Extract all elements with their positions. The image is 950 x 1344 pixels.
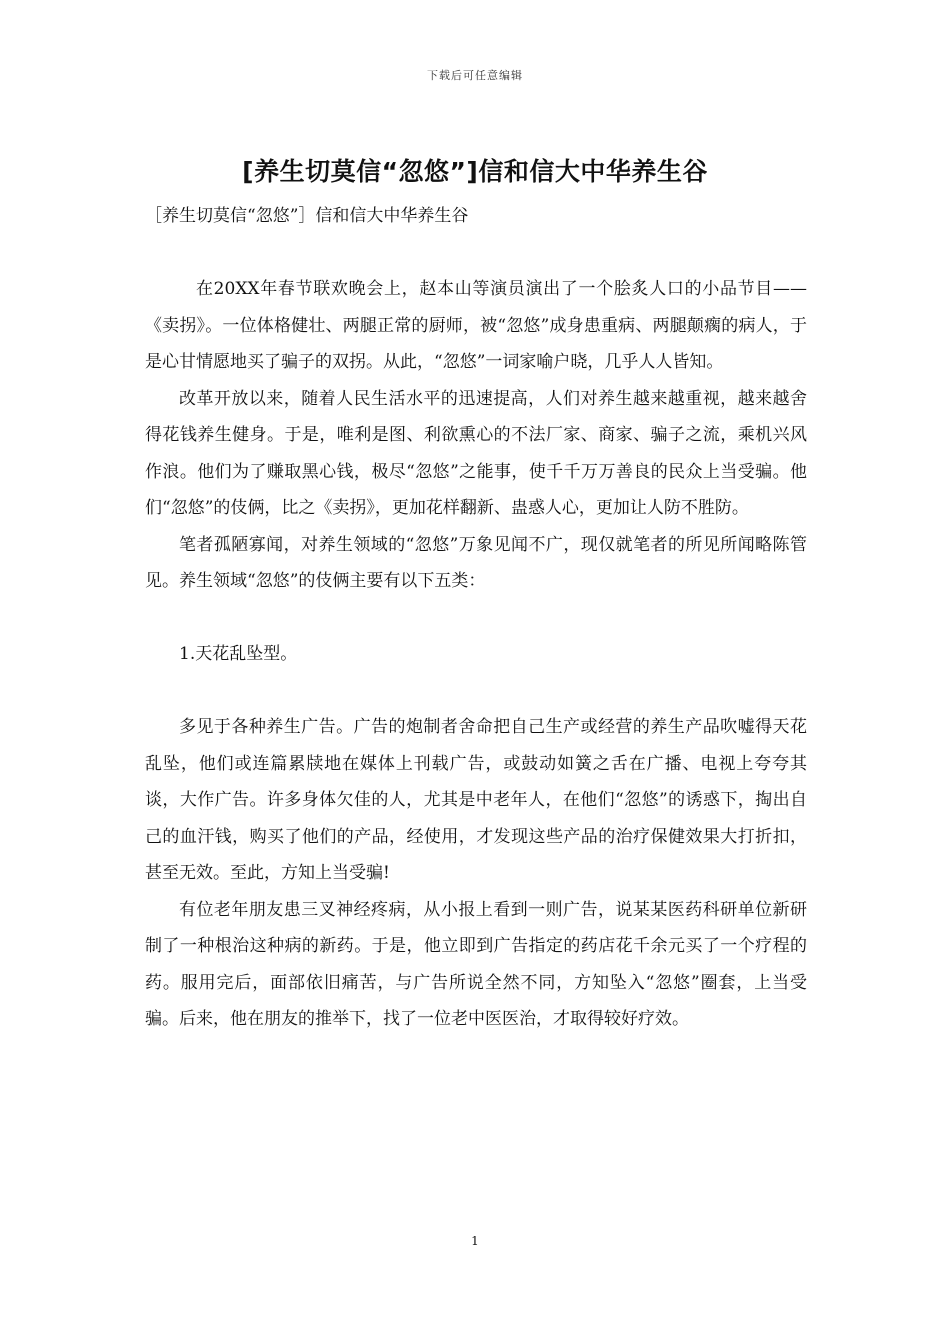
document-subtitle: ［养生切莫信“忽悠”］信和信大中华养生谷 bbox=[145, 206, 469, 226]
paragraph-2: 改革开放以来，随着人民生活水平的迅速提高，人们对养生越来越重视，越来越舍得花钱养生健身。于是，唯利是图、利欲熏心的不法厂家、商家、骗子之流，乘机兴风作浪。他们为了赚取黑心钱，极尽“忽悠”之能事，使千千万万善良的民众上当受骗。他们“忽悠”的伎俩，比之《卖拐》，更加花样翻新、蛊惑人心，更加让人防不胜防。 bbox=[145, 388, 807, 518]
blank-line bbox=[145, 600, 807, 637]
document-body bbox=[145, 198, 807, 1038]
blank-line bbox=[145, 673, 807, 710]
paragraph-1: 在20XX年春节联欢晚会上，赵本山等演员演出了一个脍炙人口的小品节目——《卖拐》。一位体格健壮、两腿正常的厨师，被“忽悠”成身患重病、两腿颠瘸的病人，于是心甘情愿地买了骗子的双拐。从此，“忽悠”一词家喻户晓，几乎人人皆知。 bbox=[145, 279, 807, 372]
blank-line bbox=[145, 235, 807, 272]
section-paragraph-1: 多见于各种养生广告。广告的炮制者舍命把自己生产或经营的养生产品吹嘘得天花乱坠，他们或连篇累牍地在媒体上刊载广告，或鼓动如簧之舌在广播、电视上夸夸其谈，大作广告。许多身体欠佳的人，尤其是中老年人，在他们“忽悠”的诱惑下，掏出自己的血汗钱，购买了他们的产品，经使用，才发现这些产品的治疗保健效果大打折扣，甚至无效。至此，方知上当受骗! bbox=[145, 717, 807, 883]
header-note: 下载后可任意编辑 bbox=[427, 69, 523, 82]
paragraph-3: 笔者孤陋寡闻，对养生领域的“忽悠”万象见闻不广，现仅就笔者的所见所闻略陈管见。养生领域“忽悠”的伎俩主要有以下五类： bbox=[145, 534, 807, 591]
section-heading: 1.天花乱坠型。 bbox=[179, 644, 298, 664]
section-paragraph-2: 有位老年朋友患三叉神经疼病，从小报上看到一则广告，说某某医药科研单位新研制了一种根治这种病的新药。于是，他立即到广告指定的药店花千余元买了一个疗程的药。服用完后，面部依旧痛苦，与广告所说全然不同，方知坠入“忽悠”圈套，上当受骗。后来，他在朋友的推举下，找了一位老中医医治，才取得较好疗效。 bbox=[145, 899, 807, 1029]
page-number: 1 bbox=[471, 1234, 479, 1248]
document-title: [养生切莫信“忽悠”]信和信大中华养生谷 bbox=[242, 157, 708, 186]
